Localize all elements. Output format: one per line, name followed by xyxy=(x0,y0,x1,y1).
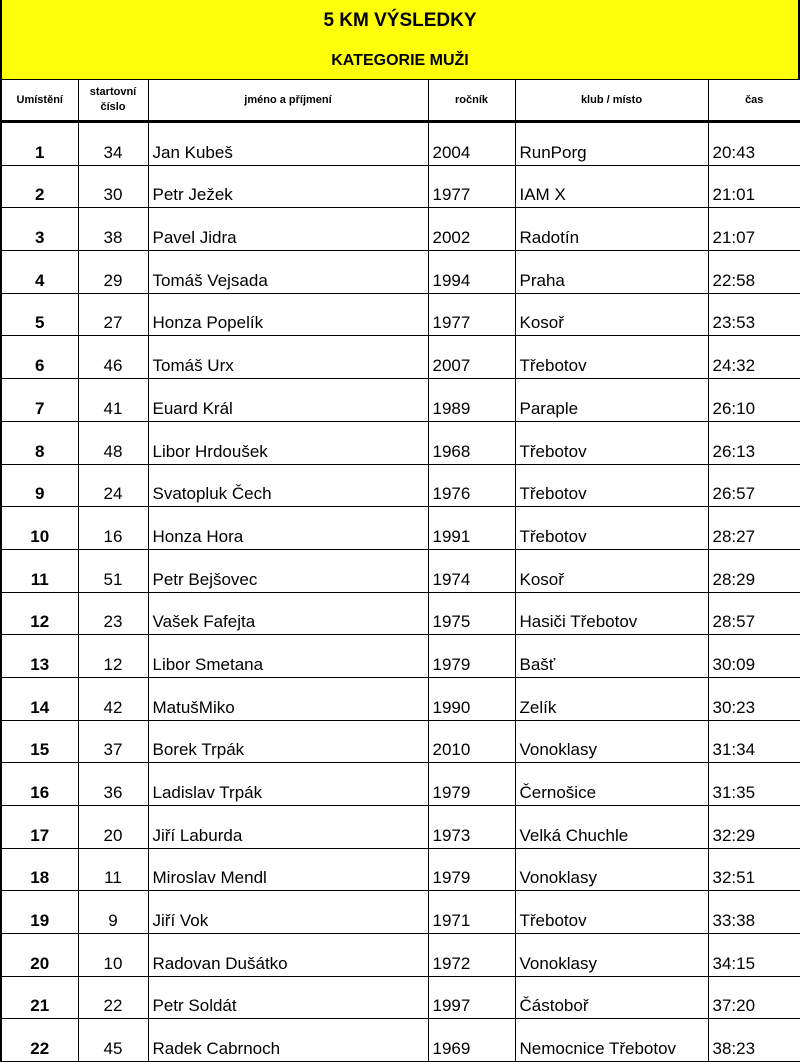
club-cell: Kosoř xyxy=(515,549,708,592)
time-cell: 26:13 xyxy=(708,421,800,464)
column-header-bib-line2: číslo xyxy=(100,101,126,113)
name-cell: Petr Bejšovec xyxy=(148,549,428,592)
time-cell: 21:07 xyxy=(708,208,800,251)
name-cell: Petr Soldát xyxy=(148,976,428,1019)
name-cell: Miroslav Mendl xyxy=(148,848,428,891)
name-cell: Honza Popelík xyxy=(148,293,428,336)
category-subtitle: KATEGORIE MUŽI xyxy=(331,52,469,69)
year-cell: 1990 xyxy=(428,677,515,720)
time-cell: 24:32 xyxy=(708,336,800,379)
bib-cell: 11 xyxy=(78,848,148,891)
time-cell: 22:58 xyxy=(708,251,800,294)
name-cell: Libor Smetana xyxy=(148,635,428,678)
table-row xyxy=(1,976,800,1019)
bib-cell: 37 xyxy=(78,720,148,763)
year-cell: 2007 xyxy=(428,336,515,379)
club-cell: Vonoklasy xyxy=(515,934,708,977)
rank-cell: 3 xyxy=(1,208,78,251)
club-cell: Třebotov xyxy=(515,336,708,379)
table-row xyxy=(1,635,800,678)
year-cell: 2002 xyxy=(428,208,515,251)
club-cell: Bašť xyxy=(515,635,708,678)
time-cell: 26:57 xyxy=(708,464,800,507)
bib-cell: 29 xyxy=(78,251,148,294)
bib-cell: 41 xyxy=(78,379,148,422)
table-row xyxy=(1,507,800,550)
bib-cell: 10 xyxy=(78,934,148,977)
name-cell: Borek Trpák xyxy=(148,720,428,763)
table-row xyxy=(1,165,800,208)
header-row xyxy=(1,80,800,122)
bib-cell: 34 xyxy=(78,122,148,166)
club-cell: Zelík xyxy=(515,677,708,720)
column-header-bib xyxy=(78,80,148,122)
name-cell: Radek Cabrnoch xyxy=(148,1019,428,1062)
column-header-bib-line1: startovní xyxy=(89,86,137,98)
table-row xyxy=(1,720,800,763)
table-row xyxy=(1,251,800,294)
rank-cell: 14 xyxy=(1,677,78,720)
club-cell: Radotín xyxy=(515,208,708,251)
name-cell: Jiří Laburda xyxy=(148,806,428,849)
bib-cell: 9 xyxy=(78,891,148,934)
year-cell: 1991 xyxy=(428,507,515,550)
rank-cell: 1 xyxy=(1,122,78,166)
column-header-year: ročník xyxy=(428,80,515,122)
table-row xyxy=(1,592,800,635)
time-cell: 28:57 xyxy=(708,592,800,635)
rank-cell: 10 xyxy=(1,507,78,550)
club-cell: Třebotov xyxy=(515,421,708,464)
year-cell: 1979 xyxy=(428,763,515,806)
bib-cell: 12 xyxy=(78,635,148,678)
name-cell: Ladislav Trpák xyxy=(148,763,428,806)
table-row xyxy=(1,1019,800,1062)
name-cell: Petr Ježek xyxy=(148,165,428,208)
name-cell: Jiří Vok xyxy=(148,891,428,934)
rank-cell: 9 xyxy=(1,464,78,507)
name-cell: Vašek Fafejta xyxy=(148,592,428,635)
time-cell: 37:20 xyxy=(708,976,800,1019)
time-cell: 28:29 xyxy=(708,549,800,592)
name-cell: Tomáš Vejsada xyxy=(148,251,428,294)
club-cell: Třebotov xyxy=(515,891,708,934)
table-row xyxy=(1,848,800,891)
year-cell: 1994 xyxy=(428,251,515,294)
bib-cell: 45 xyxy=(78,1019,148,1062)
table-row xyxy=(1,379,800,422)
time-cell: 31:35 xyxy=(708,763,800,806)
time-cell: 32:29 xyxy=(708,806,800,849)
time-cell: 23:53 xyxy=(708,293,800,336)
bib-cell: 38 xyxy=(78,208,148,251)
table-row xyxy=(1,549,800,592)
club-cell: Vonoklasy xyxy=(515,720,708,763)
bib-cell: 42 xyxy=(78,677,148,720)
year-cell: 2010 xyxy=(428,720,515,763)
time-cell: 33:38 xyxy=(708,891,800,934)
year-cell: 1971 xyxy=(428,891,515,934)
name-cell: Svatopluk Čech xyxy=(148,464,428,507)
bib-cell: 23 xyxy=(78,592,148,635)
year-cell: 1997 xyxy=(428,976,515,1019)
club-cell: RunPorg xyxy=(515,122,708,166)
table-row xyxy=(1,763,800,806)
club-cell: Velká Chuchle xyxy=(515,806,708,849)
bib-cell: 16 xyxy=(78,507,148,550)
club-cell: Paraple xyxy=(515,379,708,422)
year-cell: 2004 xyxy=(428,122,515,166)
results-table xyxy=(0,79,800,1062)
table-row xyxy=(1,934,800,977)
bib-cell: 20 xyxy=(78,806,148,849)
bib-cell: 51 xyxy=(78,549,148,592)
rank-cell: 22 xyxy=(1,1019,78,1062)
year-cell: 1977 xyxy=(428,293,515,336)
time-cell: 32:51 xyxy=(708,848,800,891)
table-row xyxy=(1,806,800,849)
rank-cell: 11 xyxy=(1,549,78,592)
bib-cell: 46 xyxy=(78,336,148,379)
bib-cell: 22 xyxy=(78,976,148,1019)
name-cell: Euard Král xyxy=(148,379,428,422)
rank-cell: 15 xyxy=(1,720,78,763)
time-cell: 31:34 xyxy=(708,720,800,763)
rank-cell: 6 xyxy=(1,336,78,379)
rank-cell: 12 xyxy=(1,592,78,635)
time-cell: 38:23 xyxy=(708,1019,800,1062)
column-header-rank: Umístění xyxy=(1,80,78,122)
rank-cell: 5 xyxy=(1,293,78,336)
rank-cell: 18 xyxy=(1,848,78,891)
club-cell: Kosoř xyxy=(515,293,708,336)
name-cell: Honza Hora xyxy=(148,507,428,550)
club-cell: Částoboř xyxy=(515,976,708,1019)
bib-cell: 27 xyxy=(78,293,148,336)
year-cell: 1975 xyxy=(428,592,515,635)
rank-cell: 21 xyxy=(1,976,78,1019)
column-header-time: čas xyxy=(708,80,800,122)
table-row xyxy=(1,421,800,464)
results-body xyxy=(1,122,800,1062)
rank-cell: 17 xyxy=(1,806,78,849)
club-cell: IAM X xyxy=(515,165,708,208)
rank-cell: 19 xyxy=(1,891,78,934)
rank-cell: 20 xyxy=(1,934,78,977)
table-row xyxy=(1,336,800,379)
year-cell: 1976 xyxy=(428,464,515,507)
bib-cell: 36 xyxy=(78,763,148,806)
name-cell: Pavel Jidra xyxy=(148,208,428,251)
year-cell: 1979 xyxy=(428,848,515,891)
table-row xyxy=(1,464,800,507)
time-cell: 28:27 xyxy=(708,507,800,550)
year-cell: 1989 xyxy=(428,379,515,422)
column-header-name: jméno a příjmení xyxy=(148,80,428,122)
table-row xyxy=(1,208,800,251)
time-cell: 30:09 xyxy=(708,635,800,678)
bib-cell: 48 xyxy=(78,421,148,464)
name-cell: Jan Kubeš xyxy=(148,122,428,166)
year-cell: 1969 xyxy=(428,1019,515,1062)
rank-cell: 2 xyxy=(1,165,78,208)
year-cell: 1977 xyxy=(428,165,515,208)
time-cell: 21:01 xyxy=(708,165,800,208)
table-row xyxy=(1,891,800,934)
time-cell: 34:15 xyxy=(708,934,800,977)
club-cell: Praha xyxy=(515,251,708,294)
page-title: 5 KM VÝSLEDKY xyxy=(323,10,477,31)
table-row xyxy=(1,122,800,166)
rank-cell: 4 xyxy=(1,251,78,294)
rank-cell: 7 xyxy=(1,379,78,422)
year-cell: 1968 xyxy=(428,421,515,464)
club-cell: Nemocnice Třebotov xyxy=(515,1019,708,1062)
title-band xyxy=(0,0,800,80)
table-row xyxy=(1,677,800,720)
time-cell: 26:10 xyxy=(708,379,800,422)
name-cell: Radovan Dušátko xyxy=(148,934,428,977)
year-cell: 1979 xyxy=(428,635,515,678)
club-cell: Černošice xyxy=(515,763,708,806)
column-header-club: klub / místo xyxy=(515,80,708,122)
bib-cell: 30 xyxy=(78,165,148,208)
year-cell: 1973 xyxy=(428,806,515,849)
table-row xyxy=(1,293,800,336)
bib-cell: 24 xyxy=(78,464,148,507)
club-cell: Třebotov xyxy=(515,464,708,507)
club-cell: Vonoklasy xyxy=(515,848,708,891)
name-cell: Tomáš Urx xyxy=(148,336,428,379)
time-cell: 30:23 xyxy=(708,677,800,720)
year-cell: 1974 xyxy=(428,549,515,592)
name-cell: MatušMiko xyxy=(148,677,428,720)
rank-cell: 16 xyxy=(1,763,78,806)
club-cell: Třebotov xyxy=(515,507,708,550)
name-cell: Libor Hrdoušek xyxy=(148,421,428,464)
club-cell: Hasiči Třebotov xyxy=(515,592,708,635)
time-cell: 20:43 xyxy=(708,122,800,166)
rank-cell: 13 xyxy=(1,635,78,678)
rank-cell: 8 xyxy=(1,421,78,464)
year-cell: 1972 xyxy=(428,934,515,977)
